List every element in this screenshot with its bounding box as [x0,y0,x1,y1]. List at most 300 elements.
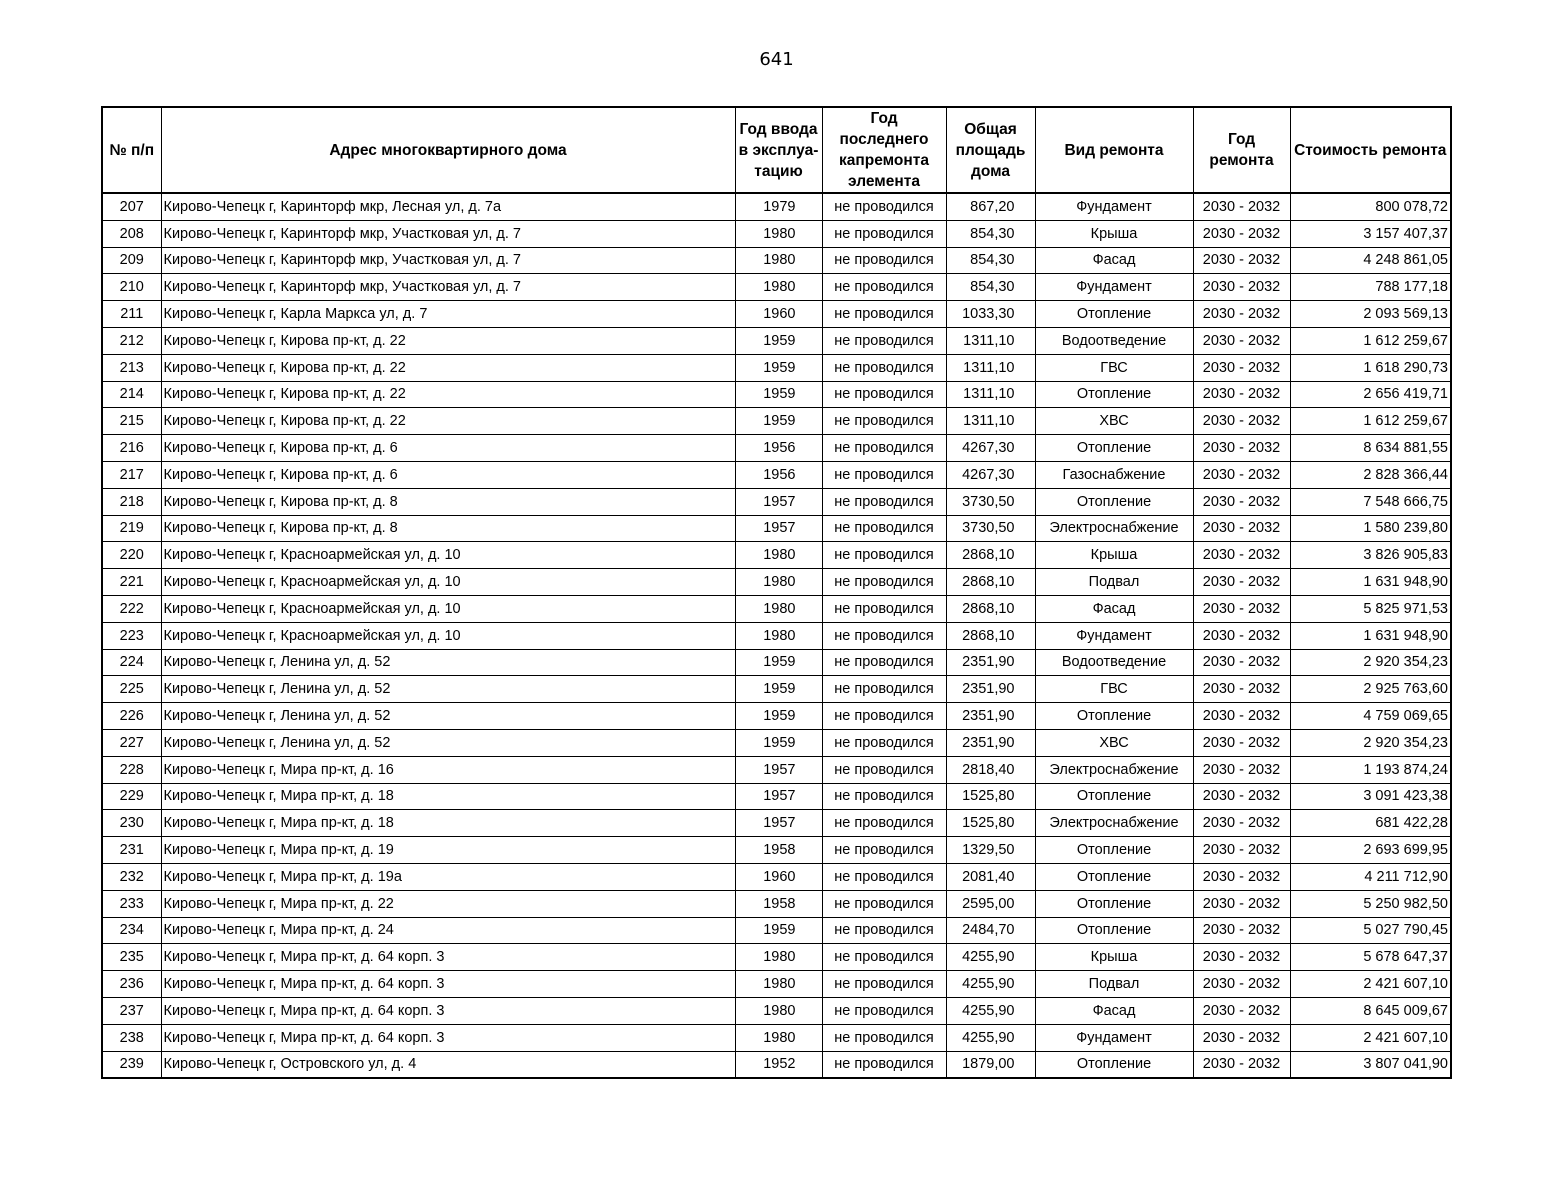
header-commissioned: Год ввода в эксплуа-тацию [735,107,822,193]
row-number: 215 [102,408,161,435]
address-cell: Кирово-Чепецк г, Мира пр-кт, д. 64 корп. 3 [161,997,735,1024]
cost-cell: 2 920 354,23 [1290,729,1451,756]
address-cell: Кирово-Чепецк г, Кирова пр-кт, д. 8 [161,488,735,515]
commissioned-year-cell: 1959 [735,729,822,756]
cost-cell: 1 618 290,73 [1290,354,1451,381]
address-cell: Кирово-Чепецк г, Красноармейская ул, д. 10 [161,542,735,569]
table-row [102,595,1451,622]
commissioned-year-cell: 1980 [735,274,822,301]
address-cell: Кирово-Чепецк г, Мира пр-кт, д. 22 [161,890,735,917]
row-number: 229 [102,783,161,810]
row-number: 239 [102,1051,161,1078]
repair-type-cell: ГВС [1035,676,1193,703]
commissioned-year-cell: 1959 [735,327,822,354]
table-row [102,917,1451,944]
page-number: 641 [759,49,794,70]
commissioned-year-cell: 1957 [735,810,822,837]
area-cell: 2351,90 [946,703,1035,730]
repair-period-cell: 2030 - 2032 [1193,971,1290,998]
last-overhaul-cell: не проводился [822,783,946,810]
address-cell: Кирово-Чепецк г, Мира пр-кт, д. 18 [161,783,735,810]
row-number: 232 [102,863,161,890]
last-overhaul-cell: не проводился [822,515,946,542]
table-row [102,756,1451,783]
repair-period-cell: 2030 - 2032 [1193,837,1290,864]
table-row [102,997,1451,1024]
row-number: 235 [102,944,161,971]
last-overhaul-cell: не проводился [822,301,946,328]
repair-type-cell: Отопление [1035,1051,1193,1078]
area-cell: 2351,90 [946,729,1035,756]
commissioned-year-cell: 1959 [735,703,822,730]
area-cell: 854,30 [946,274,1035,301]
row-number: 218 [102,488,161,515]
cost-cell: 788 177,18 [1290,274,1451,301]
address-cell: Кирово-Чепецк г, Кирова пр-кт, д. 22 [161,327,735,354]
repair-type-cell: Фундамент [1035,274,1193,301]
row-number: 212 [102,327,161,354]
repair-type-cell: Фасад [1035,997,1193,1024]
commissioned-year-cell: 1979 [735,193,822,220]
row-number: 237 [102,997,161,1024]
header-last-overhaul: Год последнего капремонта элемента [822,107,946,193]
repair-period-cell: 2030 - 2032 [1193,783,1290,810]
repair-period-cell: 2030 - 2032 [1193,890,1290,917]
row-number: 220 [102,542,161,569]
area-cell: 2868,10 [946,595,1035,622]
table-row [102,327,1451,354]
repair-period-cell: 2030 - 2032 [1193,193,1290,220]
last-overhaul-cell: не проводился [822,381,946,408]
area-cell: 2818,40 [946,756,1035,783]
last-overhaul-cell: не проводился [822,461,946,488]
table-row [102,408,1451,435]
table-row [102,435,1451,462]
repair-type-cell: ХВС [1035,408,1193,435]
repair-period-cell: 2030 - 2032 [1193,435,1290,462]
cost-cell: 1 580 239,80 [1290,515,1451,542]
commissioned-year-cell: 1957 [735,515,822,542]
address-cell: Кирово-Чепецк г, Каринторф мкр, Участковая ул, д. 7 [161,220,735,247]
repair-period-cell: 2030 - 2032 [1193,220,1290,247]
commissioned-year-cell: 1980 [735,247,822,274]
repair-period-cell: 2030 - 2032 [1193,810,1290,837]
area-cell: 3730,50 [946,515,1035,542]
last-overhaul-cell: не проводился [822,569,946,596]
cost-cell: 1 193 874,24 [1290,756,1451,783]
repair-type-cell: Фундамент [1035,622,1193,649]
area-cell: 1311,10 [946,354,1035,381]
repair-period-cell: 2030 - 2032 [1193,542,1290,569]
address-cell: Кирово-Чепецк г, Мира пр-кт, д. 64 корп. 3 [161,944,735,971]
area-cell: 4255,90 [946,971,1035,998]
table-row [102,542,1451,569]
repair-type-cell: Отопление [1035,703,1193,730]
cost-cell: 3 157 407,37 [1290,220,1451,247]
last-overhaul-cell: не проводился [822,435,946,462]
commissioned-year-cell: 1980 [735,595,822,622]
repair-schedule-table [101,106,1452,1079]
commissioned-year-cell: 1980 [735,220,822,247]
repair-period-cell: 2030 - 2032 [1193,408,1290,435]
repair-period-cell: 2030 - 2032 [1193,301,1290,328]
commissioned-year-cell: 1952 [735,1051,822,1078]
cost-cell: 2 925 763,60 [1290,676,1451,703]
table-row [102,1024,1451,1051]
commissioned-year-cell: 1980 [735,622,822,649]
last-overhaul-cell: не проводился [822,1024,946,1051]
area-cell: 1311,10 [946,327,1035,354]
commissioned-year-cell: 1980 [735,997,822,1024]
address-cell: Кирово-Чепецк г, Каринторф мкр, Участковая ул, д. 7 [161,247,735,274]
table-row [102,381,1451,408]
repair-period-cell: 2030 - 2032 [1193,756,1290,783]
repair-type-cell: Крыша [1035,542,1193,569]
repair-period-cell: 2030 - 2032 [1193,997,1290,1024]
row-number: 214 [102,381,161,408]
row-number: 223 [102,622,161,649]
table-row [102,461,1451,488]
area-cell: 4267,30 [946,461,1035,488]
repair-type-cell: Фасад [1035,247,1193,274]
cost-cell: 800 078,72 [1290,193,1451,220]
repair-type-cell: Фасад [1035,595,1193,622]
repair-period-cell: 2030 - 2032 [1193,247,1290,274]
table-row [102,622,1451,649]
table-row [102,971,1451,998]
repair-type-cell: Отопление [1035,488,1193,515]
row-number: 208 [102,220,161,247]
address-cell: Кирово-Чепецк г, Каринторф мкр, Участковая ул, д. 7 [161,274,735,301]
table-row [102,863,1451,890]
cost-cell: 2 693 699,95 [1290,837,1451,864]
table-row [102,354,1451,381]
row-number: 209 [102,247,161,274]
row-number: 219 [102,515,161,542]
address-cell: Кирово-Чепецк г, Кирова пр-кт, д. 22 [161,408,735,435]
address-cell: Кирово-Чепецк г, Ленина ул, д. 52 [161,703,735,730]
last-overhaul-cell: не проводился [822,944,946,971]
commissioned-year-cell: 1959 [735,354,822,381]
last-overhaul-cell: не проводился [822,837,946,864]
area-cell: 2868,10 [946,569,1035,596]
table-row [102,1051,1451,1078]
address-cell: Кирово-Чепецк г, Кирова пр-кт, д. 8 [161,515,735,542]
row-number: 213 [102,354,161,381]
cost-cell: 5 027 790,45 [1290,917,1451,944]
cost-cell: 681 422,28 [1290,810,1451,837]
cost-cell: 5 678 647,37 [1290,944,1451,971]
last-overhaul-cell: не проводился [822,408,946,435]
repair-type-cell: Отопление [1035,435,1193,462]
last-overhaul-cell: не проводился [822,542,946,569]
row-number: 228 [102,756,161,783]
repair-period-cell: 2030 - 2032 [1193,703,1290,730]
repair-type-cell: Отопление [1035,890,1193,917]
area-cell: 1879,00 [946,1051,1035,1078]
area-cell: 4255,90 [946,944,1035,971]
area-cell: 1033,30 [946,301,1035,328]
repair-period-cell: 2030 - 2032 [1193,381,1290,408]
commissioned-year-cell: 1959 [735,917,822,944]
row-number: 226 [102,703,161,730]
repair-period-cell: 2030 - 2032 [1193,863,1290,890]
table-body [102,193,1451,1078]
cost-cell: 2 421 607,10 [1290,971,1451,998]
repair-type-cell: ГВС [1035,354,1193,381]
commissioned-year-cell: 1960 [735,863,822,890]
repair-type-cell: Фундамент [1035,193,1193,220]
cost-cell: 2 421 607,10 [1290,1024,1451,1051]
last-overhaul-cell: не проводился [822,649,946,676]
table-row [102,729,1451,756]
repair-period-cell: 2030 - 2032 [1193,917,1290,944]
commissioned-year-cell: 1956 [735,435,822,462]
commissioned-year-cell: 1960 [735,301,822,328]
cost-cell: 7 548 666,75 [1290,488,1451,515]
row-number: 222 [102,595,161,622]
table-row [102,944,1451,971]
area-cell: 4255,90 [946,997,1035,1024]
cost-cell: 2 920 354,23 [1290,649,1451,676]
address-cell: Кирово-Чепецк г, Красноармейская ул, д. 10 [161,569,735,596]
table-header [102,107,1451,193]
commissioned-year-cell: 1980 [735,542,822,569]
cost-cell: 1 631 948,90 [1290,569,1451,596]
repair-type-cell: Подвал [1035,971,1193,998]
repair-period-cell: 2030 - 2032 [1193,944,1290,971]
last-overhaul-cell: не проводился [822,863,946,890]
cost-cell: 2 656 419,71 [1290,381,1451,408]
address-cell: Кирово-Чепецк г, Мира пр-кт, д. 16 [161,756,735,783]
repair-period-cell: 2030 - 2032 [1193,354,1290,381]
area-cell: 4255,90 [946,1024,1035,1051]
address-cell: Кирово-Чепецк г, Ленина ул, д. 52 [161,649,735,676]
row-number: 236 [102,971,161,998]
last-overhaul-cell: не проводился [822,274,946,301]
area-cell: 4267,30 [946,435,1035,462]
address-cell: Кирово-Чепецк г, Мира пр-кт, д. 64 корп. 3 [161,971,735,998]
commissioned-year-cell: 1980 [735,1024,822,1051]
repair-type-cell: Электроснабжение [1035,515,1193,542]
address-cell: Кирово-Чепецк г, Ленина ул, д. 52 [161,676,735,703]
header-cost: Стоимость ремонта [1290,107,1451,193]
repair-type-cell: Отопление [1035,837,1193,864]
repair-type-cell: Водоотведение [1035,327,1193,354]
repair-type-cell: Электроснабжение [1035,810,1193,837]
cost-cell: 3 807 041,90 [1290,1051,1451,1078]
address-cell: Кирово-Чепецк г, Красноармейская ул, д. 10 [161,595,735,622]
repair-type-cell: Отопление [1035,863,1193,890]
commissioned-year-cell: 1957 [735,488,822,515]
repair-type-cell: Отопление [1035,381,1193,408]
area-cell: 1525,80 [946,810,1035,837]
repair-type-cell: Крыша [1035,220,1193,247]
row-number: 207 [102,193,161,220]
last-overhaul-cell: не проводился [822,354,946,381]
repair-period-cell: 2030 - 2032 [1193,515,1290,542]
area-cell: 854,30 [946,220,1035,247]
cost-cell: 8 645 009,67 [1290,997,1451,1024]
address-cell: Кирово-Чепецк г, Мира пр-кт, д. 19 [161,837,735,864]
repair-period-cell: 2030 - 2032 [1193,327,1290,354]
last-overhaul-cell: не проводился [822,220,946,247]
commissioned-year-cell: 1959 [735,649,822,676]
cost-cell: 4 759 069,65 [1290,703,1451,730]
table-row [102,515,1451,542]
area-cell: 854,30 [946,247,1035,274]
row-number: 211 [102,301,161,328]
table-row [102,783,1451,810]
table-row [102,890,1451,917]
last-overhaul-cell: не проводился [822,595,946,622]
repair-type-cell: ХВС [1035,729,1193,756]
commissioned-year-cell: 1958 [735,837,822,864]
repair-type-cell: Фундамент [1035,1024,1193,1051]
row-number: 225 [102,676,161,703]
address-cell: Кирово-Чепецк г, Каринторф мкр, Лесная ул, д. 7а [161,193,735,220]
address-cell: Кирово-Чепецк г, Ленина ул, д. 52 [161,729,735,756]
repair-type-cell: Крыша [1035,944,1193,971]
cost-cell: 5 825 971,53 [1290,595,1451,622]
commissioned-year-cell: 1959 [735,381,822,408]
last-overhaul-cell: не проводился [822,810,946,837]
last-overhaul-cell: не проводился [822,488,946,515]
table-row [102,301,1451,328]
commissioned-year-cell: 1959 [735,408,822,435]
row-number: 210 [102,274,161,301]
row-number: 234 [102,917,161,944]
repair-period-cell: 2030 - 2032 [1193,488,1290,515]
row-number: 221 [102,569,161,596]
last-overhaul-cell: не проводился [822,703,946,730]
address-cell: Кирово-Чепецк г, Кирова пр-кт, д. 6 [161,461,735,488]
last-overhaul-cell: не проводился [822,193,946,220]
repair-type-cell: Отопление [1035,783,1193,810]
repair-period-cell: 2030 - 2032 [1193,676,1290,703]
cost-cell: 4 248 861,05 [1290,247,1451,274]
repair-period-cell: 2030 - 2032 [1193,622,1290,649]
address-cell: Кирово-Чепецк г, Кирова пр-кт, д. 22 [161,354,735,381]
commissioned-year-cell: 1980 [735,944,822,971]
table-row [102,703,1451,730]
header-repair-years: Год ремонта [1193,107,1290,193]
repair-period-cell: 2030 - 2032 [1193,595,1290,622]
table-row [102,193,1451,220]
last-overhaul-cell: не проводился [822,756,946,783]
cost-cell: 8 634 881,55 [1290,435,1451,462]
address-cell: Кирово-Чепецк г, Карла Маркса ул, д. 7 [161,301,735,328]
repair-type-cell: Подвал [1035,569,1193,596]
area-cell: 1329,50 [946,837,1035,864]
header-repair-type: Вид ремонта [1035,107,1193,193]
area-cell: 2484,70 [946,917,1035,944]
table-row [102,649,1451,676]
area-cell: 2351,90 [946,649,1035,676]
last-overhaul-cell: не проводился [822,327,946,354]
area-cell: 1311,10 [946,381,1035,408]
table-row [102,220,1451,247]
last-overhaul-cell: не проводился [822,890,946,917]
repair-period-cell: 2030 - 2032 [1193,274,1290,301]
header-address: Адрес многоквартирного дома [161,107,735,193]
last-overhaul-cell: не проводился [822,971,946,998]
repair-type-cell: Водоотведение [1035,649,1193,676]
cost-cell: 4 211 712,90 [1290,863,1451,890]
cost-cell: 1 631 948,90 [1290,622,1451,649]
commissioned-year-cell: 1980 [735,569,822,596]
table-row [102,247,1451,274]
area-cell: 2868,10 [946,542,1035,569]
address-cell: Кирово-Чепецк г, Островского ул, д. 4 [161,1051,735,1078]
last-overhaul-cell: не проводился [822,247,946,274]
header-row [102,107,1451,193]
last-overhaul-cell: не проводился [822,729,946,756]
area-cell: 2868,10 [946,622,1035,649]
address-cell: Кирово-Чепецк г, Красноармейская ул, д. 10 [161,622,735,649]
cost-cell: 1 612 259,67 [1290,327,1451,354]
area-cell: 2351,90 [946,676,1035,703]
repair-period-cell: 2030 - 2032 [1193,1024,1290,1051]
area-cell: 2081,40 [946,863,1035,890]
repair-type-cell: Отопление [1035,917,1193,944]
last-overhaul-cell: не проводился [822,1051,946,1078]
address-cell: Кирово-Чепецк г, Кирова пр-кт, д. 6 [161,435,735,462]
commissioned-year-cell: 1956 [735,461,822,488]
cost-cell: 3 826 905,83 [1290,542,1451,569]
repair-type-cell: Электроснабжение [1035,756,1193,783]
address-cell: Кирово-Чепецк г, Мира пр-кт, д. 64 корп. 3 [161,1024,735,1051]
row-number: 238 [102,1024,161,1051]
table-row [102,274,1451,301]
address-cell: Кирово-Чепецк г, Мира пр-кт, д. 18 [161,810,735,837]
row-number: 231 [102,837,161,864]
row-number: 233 [102,890,161,917]
cost-cell: 5 250 982,50 [1290,890,1451,917]
address-cell: Кирово-Чепецк г, Мира пр-кт, д. 24 [161,917,735,944]
area-cell: 2595,00 [946,890,1035,917]
table-row [102,569,1451,596]
table-row [102,837,1451,864]
last-overhaul-cell: не проводился [822,676,946,703]
table-row [102,676,1451,703]
repair-period-cell: 2030 - 2032 [1193,569,1290,596]
repair-period-cell: 2030 - 2032 [1193,649,1290,676]
cost-cell: 2 828 366,44 [1290,461,1451,488]
commissioned-year-cell: 1958 [735,890,822,917]
commissioned-year-cell: 1980 [735,971,822,998]
table-row [102,488,1451,515]
repair-type-cell: Газоснабжение [1035,461,1193,488]
last-overhaul-cell: не проводился [822,997,946,1024]
commissioned-year-cell: 1957 [735,756,822,783]
commissioned-year-cell: 1959 [735,676,822,703]
area-cell: 867,20 [946,193,1035,220]
row-number: 217 [102,461,161,488]
cost-cell: 3 091 423,38 [1290,783,1451,810]
last-overhaul-cell: не проводился [822,917,946,944]
row-number: 216 [102,435,161,462]
table-row [102,810,1451,837]
area-cell: 1311,10 [946,408,1035,435]
repair-period-cell: 2030 - 2032 [1193,461,1290,488]
repair-period-cell: 2030 - 2032 [1193,1051,1290,1078]
address-cell: Кирово-Чепецк г, Мира пр-кт, д. 19а [161,863,735,890]
last-overhaul-cell: не проводился [822,622,946,649]
area-cell: 3730,50 [946,488,1035,515]
area-cell: 1525,80 [946,783,1035,810]
row-number: 227 [102,729,161,756]
